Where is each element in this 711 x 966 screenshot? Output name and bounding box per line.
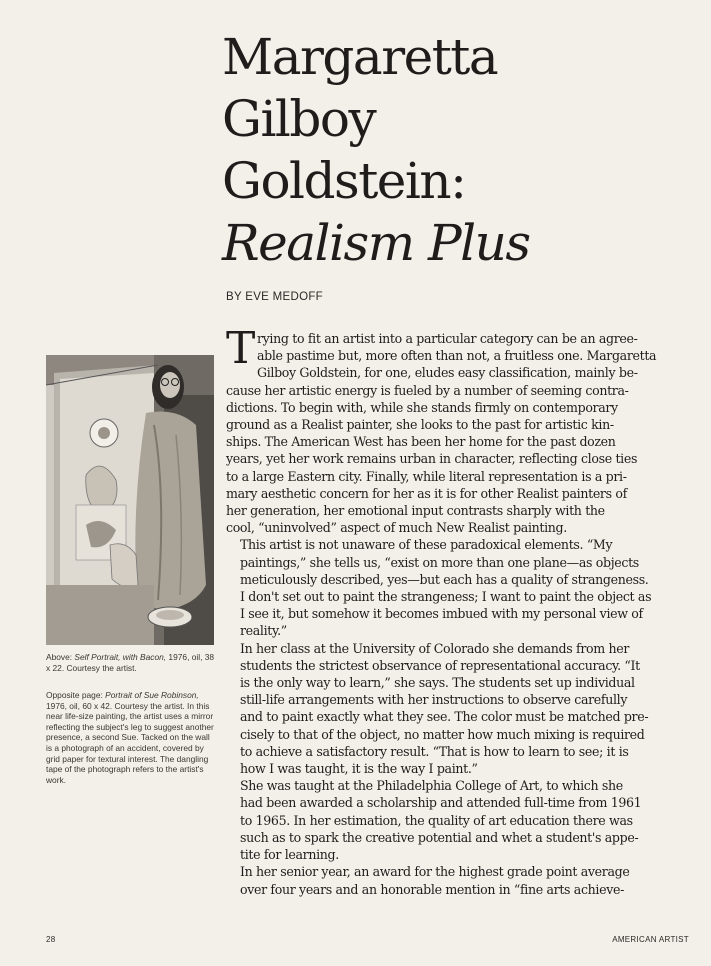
body-line: students the strictest observance of representational accuracy. “It	[240, 657, 640, 673]
caption-prefix: Above:	[46, 652, 75, 662]
caption-prefix: Opposite page:	[46, 690, 106, 700]
body-line: Gilboy Goldstein, for one, eludes easy classification, mainly be-	[257, 365, 638, 381]
body-line: mary aesthetic concern for her as it is for other Realist painters of	[226, 485, 627, 501]
caption-details: 1976, oil, 60 x 42. Courtesy the artist. In this near life-size painting, the artist uses a mirror reflecting the subject's leg to suggest another presence, a second Sue. Tacked on the wall is a photograph of an accident, covered by grid paper for textural interest. The dangling tape of the photograph refers to the artist's work.	[46, 700, 214, 785]
body-paragraph	[226, 863, 692, 897]
body-line: cisely to that of the object, no matter how much mixing is required	[240, 726, 645, 742]
page-number: 28	[46, 935, 56, 944]
article-subtitle: Realism Plus	[222, 214, 530, 272]
byline: BY EVE MEDOFF	[226, 291, 323, 303]
body-line: years, yet her work remains urban in character, reflecting close ties	[226, 451, 638, 467]
body-line: rying to fit an artist into a particular category can be an agree-	[257, 331, 638, 346]
title-line: Gilboy	[222, 90, 376, 148]
body-line: able pastime but, more often than not, a fruitless one. Margaretta	[257, 348, 657, 364]
magazine-name: AMERICAN ARTIST	[612, 935, 689, 944]
body-line: In her senior year, an award for the highest grade point average	[240, 864, 630, 880]
body-line: how I was taught, it is the way I paint.”	[240, 761, 478, 777]
caption-work-title: Self Portrait, with Bacon,	[74, 652, 167, 662]
body-line: to a large Eastern city. Finally, while literal representation is a pri-	[226, 468, 627, 484]
body-line: over four years and an honorable mention in “fine arts achieve-	[240, 881, 624, 897]
caption-above	[46, 652, 216, 673]
caption-work-title: Portrait of Sue Robinson,	[105, 690, 199, 700]
body-paragraph	[226, 640, 692, 778]
body-paragraph	[226, 536, 692, 639]
body-line: I see it, but somehow it becomes imbued with my personal view of	[240, 606, 643, 622]
body-line: She was taught at the Philadelphia College of Art, to which she	[240, 778, 623, 794]
painting-photo	[46, 355, 214, 645]
article-title	[222, 26, 692, 274]
body-line: her generation, her emotional input contrasts sharply with the	[226, 503, 605, 519]
body-line: reality.”	[240, 623, 287, 639]
body-line: to 1965. In her estimation, the quality of art education there was	[240, 812, 633, 828]
drop-cap: T	[226, 323, 255, 374]
body-paragraph	[226, 323, 692, 536]
body-line: had been awarded a scholarship and attended full-time from 1961	[240, 795, 642, 811]
body-line: is the only way to learn,” she says. The students set up individual	[240, 675, 635, 691]
article-body	[226, 323, 692, 898]
self-portrait-painting-image	[46, 355, 214, 645]
title-line: Margaretta	[222, 28, 498, 86]
body-paragraph	[226, 777, 692, 863]
body-line: dictions. To begin with, while she stands firmly on contemporary	[226, 399, 618, 415]
body-line: ships. The American West has been her home for the past dozen	[226, 434, 616, 450]
body-line: and to paint exactly what they see. The color must be matched pre-	[240, 709, 649, 725]
body-line: ground as a Realist painter, she looks to the past for artistic kin-	[226, 417, 614, 433]
body-line: In her class at the University of Colorado she demands from her	[240, 640, 630, 656]
body-line: paintings,” she tells us, “exist on more than one plane—as objects	[240, 554, 639, 570]
body-line: cool, “uninvolved” aspect of much New Realist painting.	[226, 520, 567, 536]
body-line: meticulously described, yes—but each has a quality of strangeness.	[240, 571, 649, 587]
body-line: still-life arrangements with her instructions to observe carefully	[240, 692, 628, 708]
caption-opposite	[46, 690, 216, 785]
body-line: to achieve a satisfactory result. “That is how to learn to see; it is	[240, 743, 629, 759]
body-line: such as to spark the creative potential and whet a student's appe-	[240, 829, 639, 845]
body-line: cause her artistic energy is fueled by a number of seeming contra-	[226, 382, 629, 398]
body-line: I don't set out to paint the strangeness; I want to paint the object as	[240, 589, 652, 605]
body-line: This artist is not unaware of these paradoxical elements. “My	[240, 537, 613, 553]
body-line: tite for learning.	[240, 847, 339, 863]
caption-details: 1976, oil, 38 x 22. Courtesy the artist.	[46, 652, 215, 673]
title-line: Goldstein:	[222, 152, 466, 210]
